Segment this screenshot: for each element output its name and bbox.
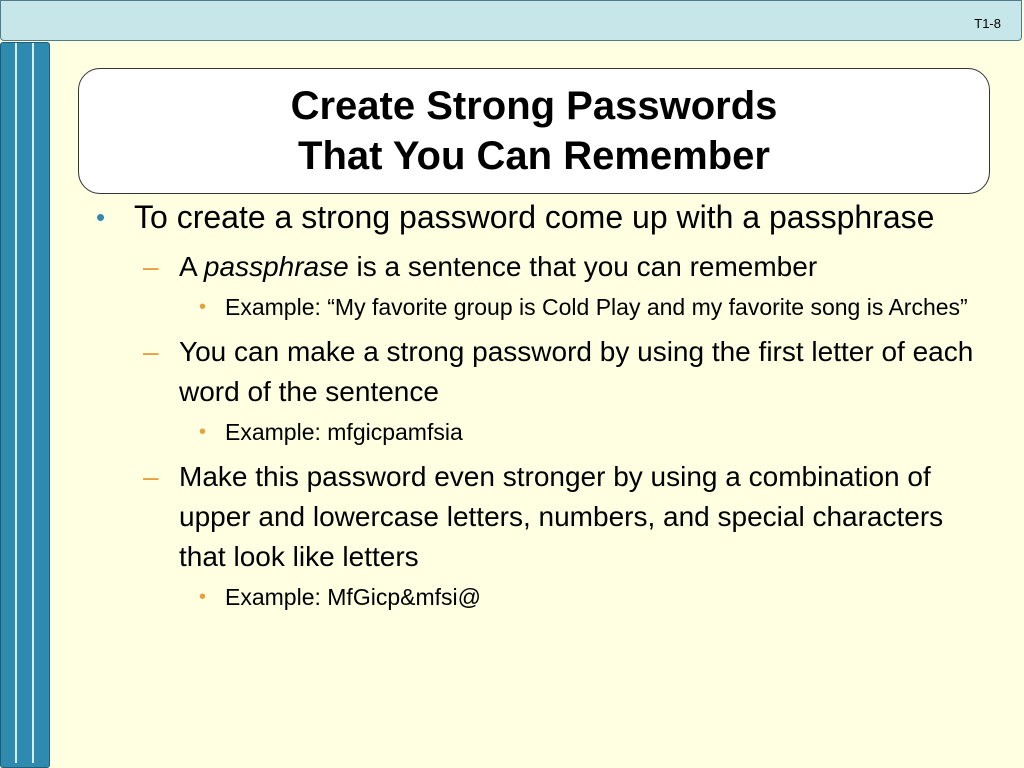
bullet-item-level3 [199,416,996,449]
title-box [78,68,990,194]
title-line-1: Create Strong Passwords [290,84,778,128]
dash-icon: – [143,336,159,367]
bullet-text-prefix: A [179,251,204,282]
bullet-text: To create a strong password come up with a passphrase [134,199,935,235]
bullet-text: Example: “My favorite group is Cold Play and my favorite song is Arches” [225,294,968,320]
title-line-2: That You Can Remember [298,134,770,178]
dash-icon: – [143,251,159,282]
bullet-icon: • [96,202,106,232]
bullet-list [96,196,996,614]
bullet-text: You can make a strong password by using the first letter of each word of the sentence [179,336,974,407]
bullet-text: Example: mfgicpamfsia [225,419,463,445]
bullet-text-suffix: is a sentence that you can remember [348,251,818,282]
slide-number: T1-8 [974,16,1001,31]
bullet-item-level2 [143,247,996,287]
bullet-item-level1 [96,196,996,239]
dot-icon: • [199,586,207,608]
side-bar-stripe [32,43,34,763]
bullet-item-level3 [199,581,996,614]
bullet-text: Make this password even stronger by using a combination of upper and lowercase letters, numbers, and special characters that look like letters [179,461,944,572]
bullet-text-italic: passphrase [203,251,349,282]
bullet-item-level2 [143,332,996,412]
header-bar [0,0,1022,41]
side-bar-stripe [15,43,17,763]
bullet-item-level3 [199,291,996,324]
dot-icon: • [199,421,207,443]
dash-icon: – [143,461,159,492]
dot-icon: • [199,296,207,318]
bullet-item-level2 [143,457,996,577]
side-bar [0,42,50,768]
bullet-text: Example: MfGicp&mfsi@ [225,584,481,610]
